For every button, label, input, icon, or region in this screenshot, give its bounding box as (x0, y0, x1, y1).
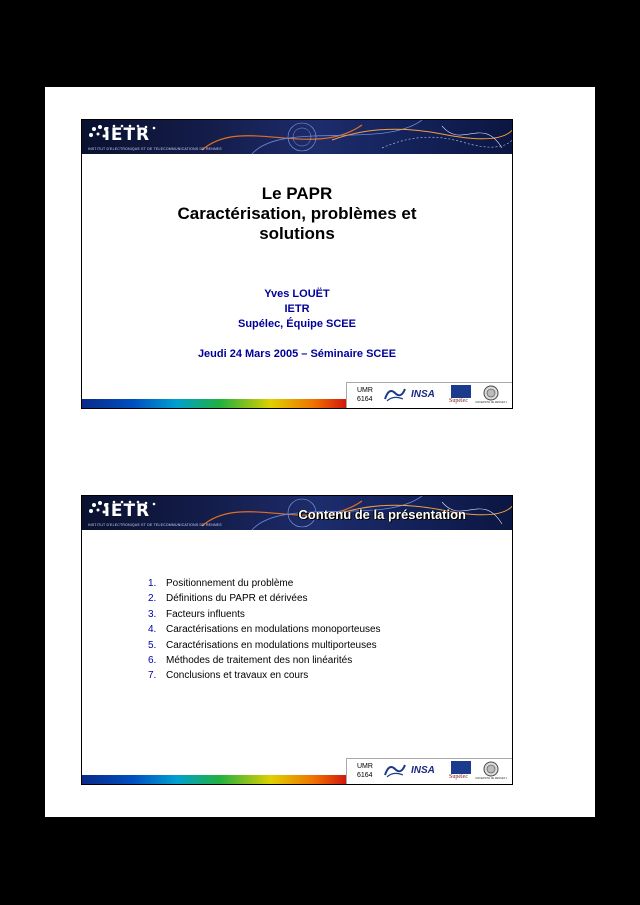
item-number: 7. (148, 670, 157, 682)
university-seal-icon (483, 761, 499, 777)
slide-banner (82, 120, 512, 154)
item-label: Facteurs influents (166, 608, 245, 620)
item-label: Caractérisations en modulations monoporteuses (166, 624, 381, 636)
list-item (148, 622, 381, 637)
supelec-logo-text: Supélec (449, 398, 468, 404)
umr-number: 6164 (357, 772, 373, 779)
slide-banner-title: Contenu de la présentation (298, 507, 466, 522)
footer-logos (346, 758, 512, 784)
list-item (148, 638, 381, 653)
list-item (148, 607, 381, 622)
item-label: Positionnement du problème (166, 578, 294, 589)
insa-logo: INSA (411, 389, 435, 400)
author-block (82, 287, 512, 332)
umr-line: UMR (357, 387, 373, 394)
supelec-logo-icon (451, 761, 471, 774)
umr-number: 6164 (357, 396, 373, 403)
logo-text: iETR (104, 125, 151, 145)
list-item (148, 576, 381, 591)
slide-contents (81, 495, 513, 785)
footer-logos (346, 382, 512, 408)
item-number: 1. (148, 578, 157, 589)
slide-title (81, 119, 513, 409)
umr-line: UMR (357, 763, 373, 770)
table-of-contents (148, 576, 381, 684)
item-number: 6. (148, 655, 157, 667)
item-number: 4. (148, 624, 157, 636)
event-line: Jeudi 24 Mars 2005 – Séminaire SCEE (197, 348, 397, 360)
item-label: Définitions du PAPR et dérivées (166, 593, 308, 605)
lab-name: IETR (284, 303, 310, 315)
list-item (148, 653, 381, 668)
title-line: Le PAPR (261, 184, 333, 203)
university-seal-icon (483, 385, 499, 401)
supelec-logo-icon (451, 385, 471, 398)
supelec-logo-text: Supélec (449, 774, 468, 780)
slide-main-title (82, 184, 512, 244)
logo-subtitle: INSTITUT D'ELECTRONIQUE ET DE TELECOMMUNICATIONS DE RENNES (88, 147, 222, 151)
umr-label (357, 762, 373, 780)
author-name: Yves LOUËT (264, 288, 330, 300)
title-line: Caractérisation, problèmes et (177, 204, 417, 223)
list-item (148, 668, 381, 683)
item-label: Conclusions et travaux en cours (166, 670, 309, 682)
item-label: Caractérisations en modulations multiporteuses (166, 639, 377, 651)
title-line: solutions (259, 224, 335, 243)
university-label: UNIVERSITÉ DE RENNES 1 (475, 401, 508, 404)
team-name: Supélec, Équipe SCEE (238, 318, 356, 330)
slide-banner (82, 496, 512, 530)
logo-subtitle: INSTITUT D'ELECTRONIQUE ET DE TELECOMMUNICATIONS DE RENNES (88, 523, 222, 527)
insa-logo: INSA (411, 765, 435, 776)
umr-label (357, 386, 373, 404)
item-label: Méthodes de traitement des non linéarités (166, 655, 353, 667)
item-number: 3. (148, 608, 157, 620)
logo-text: iETR (104, 501, 151, 521)
list-item (148, 591, 381, 606)
university-label: UNIVERSITÉ DE RENNES 1 (475, 777, 508, 780)
cnrs-logo-icon (383, 761, 407, 779)
cnrs-logo-icon (383, 385, 407, 403)
item-number: 5. (148, 639, 157, 651)
item-number: 2. (148, 593, 157, 605)
